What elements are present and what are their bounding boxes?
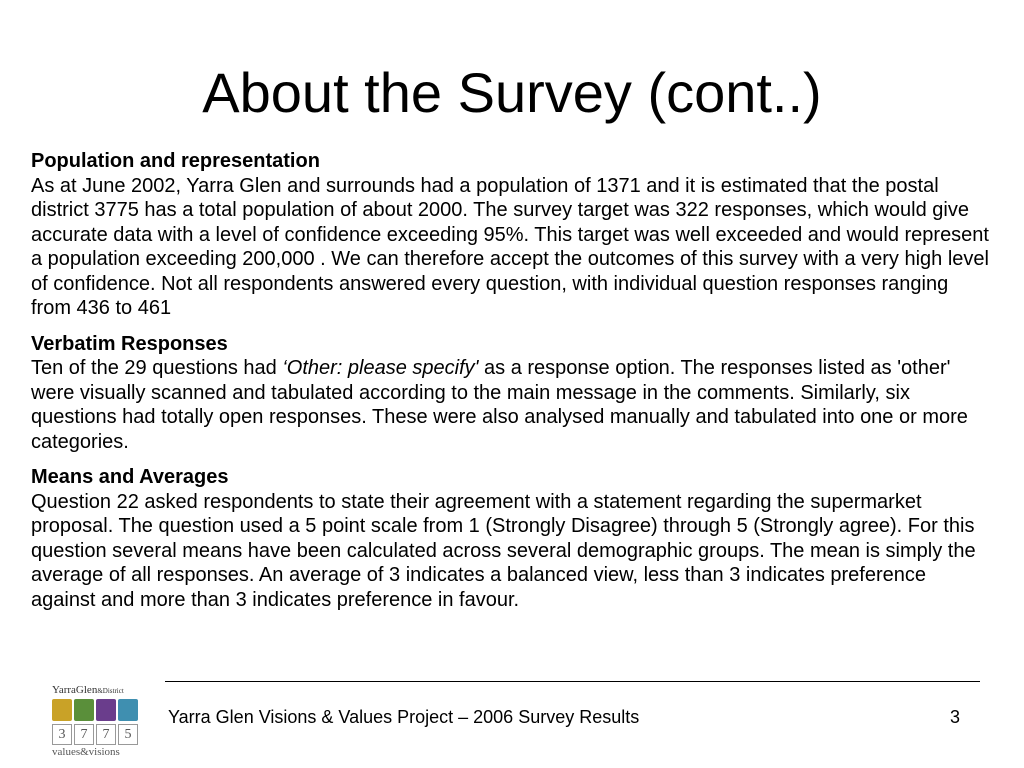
section-body-italic: ‘Other: please specify' [282,357,479,379]
logo-digit: 3 [52,724,72,745]
section-population [31,149,993,321]
logo-digit: 7 [96,724,116,745]
slide-content [31,149,993,623]
section-verbatim [31,332,993,455]
project-logo [44,684,148,764]
section-body: As at June 2002, Yarra Glen and surrounds had a population of 1371 and it is estimated that the postal district 3775 has a total population of about 2000. The survey target was 322 responses, which would give accurate data with a level of confidence exceeding 95%. This target was well exceeded and would represent a population exceeding 200,000 . We can therefore accept the outcomes of this survey with a very high level of confidence. Not all respondents answered every question, with individual question responses ranging from 436 to 461 [31,174,989,319]
logo-digit: 7 [74,724,94,745]
section-body-before: Ten of the 29 questions had [31,357,283,379]
logo-name-suffix: &District [97,687,124,695]
section-heading: Population and representation [31,150,320,172]
footer-divider [165,681,980,682]
logo-name [52,684,124,696]
logo-name-text: YarraGlen [52,684,98,696]
page-number: 3 [950,707,961,727]
logo-postcode [52,724,138,745]
logo-tile-icon [74,699,94,721]
logo-tile-icon [52,699,72,721]
logo-digit: 5 [118,724,138,745]
logo-tile-icon [96,699,116,721]
logo-tagline: values&visions [52,746,120,758]
section-heading: Verbatim Responses [31,332,228,355]
logo-tiles [52,699,138,721]
section-heading: Means and Averages [31,466,229,488]
section-body-after: as a response option. The responses listed as 'other' were visually scanned and tabulated according to the main message in the comments. Similarly, six questions had totally open responses. These were also analysed manually and tabulated into one or more categories. [31,357,968,453]
slide-title: About the Survey (cont..) [202,61,822,124]
section-body: Question 22 asked respondents to state their agreement with a statement regarding the supermarket proposal. The question used a 5 point scale from 1 (Strongly Disagree) through 5 (Strongly agree). For this question several means have been calculated across several demographic groups. The mean is simply the average of all responses. An average of 3 indicates a balanced view, less than 3 indicates preference against and more than 3 indicates preference in favour. [31,490,976,611]
footer-text: Yarra Glen Visions & Values Project – 2006 Survey Results [168,707,640,727]
logo-tile-icon [118,699,138,721]
section-means [31,465,993,612]
